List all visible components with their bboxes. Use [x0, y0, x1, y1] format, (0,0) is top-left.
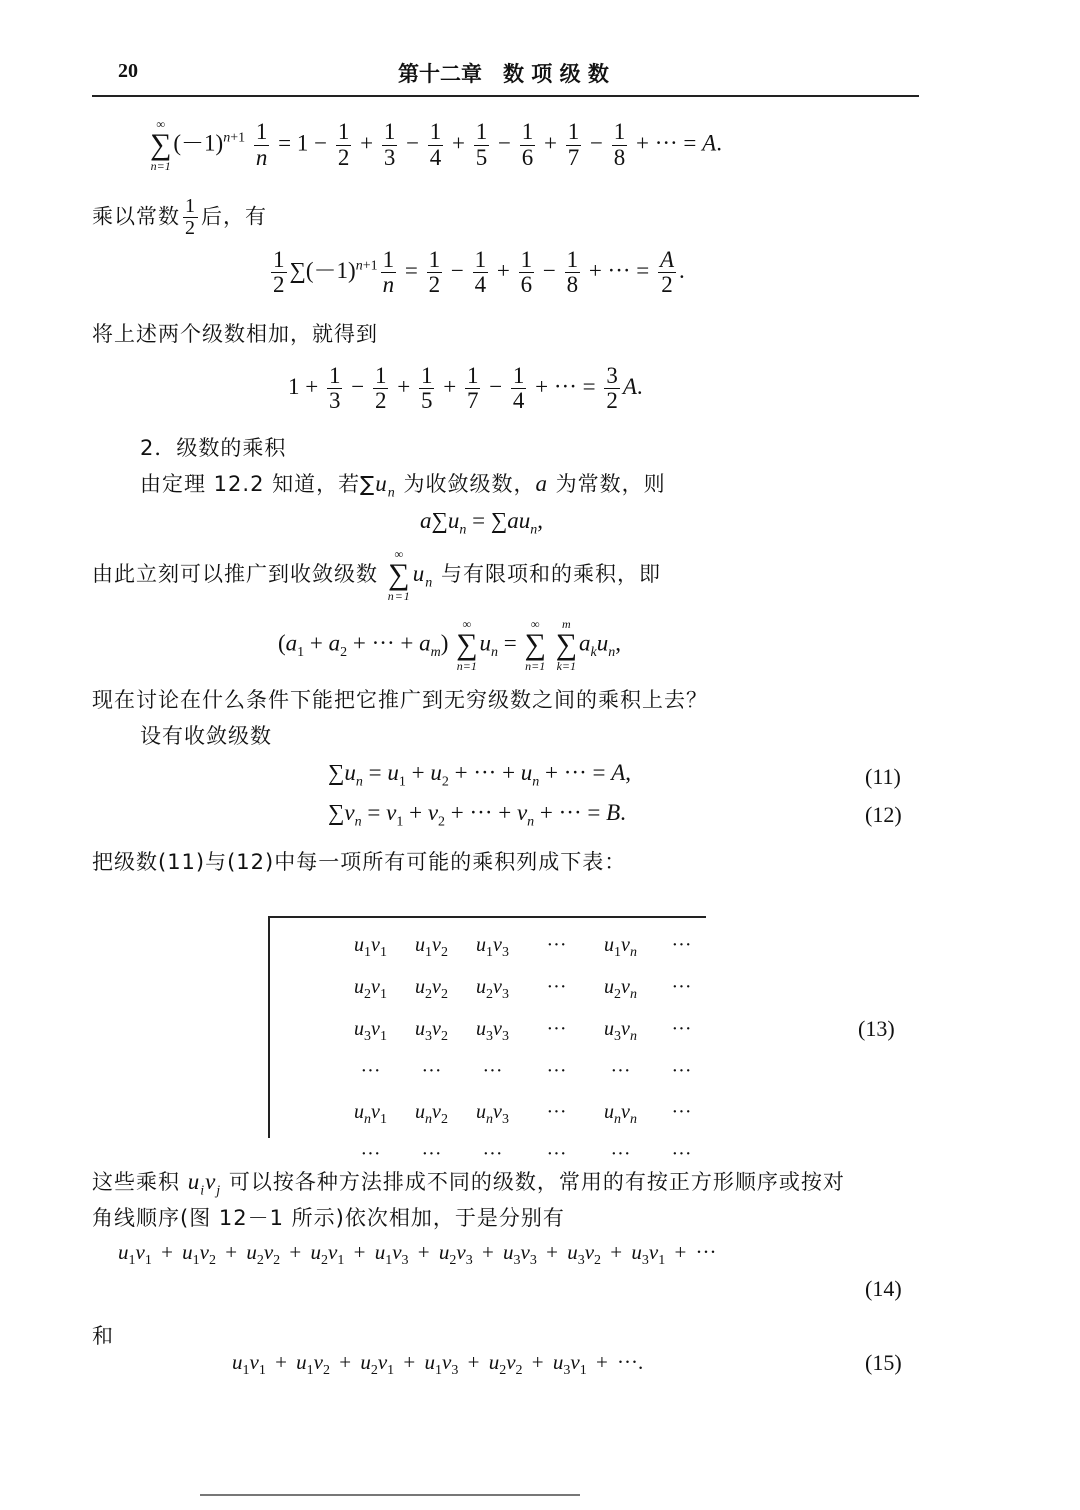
equation-series-u: $\sum u_n = u_1 + u_2$ + ··· + $u_n$ + ··· = A, [328, 760, 632, 790]
table-cell: $u_3v_n$ [604, 1018, 637, 1044]
table-cell: $u_nv_2$ [415, 1101, 448, 1127]
table-cell: ··· [610, 1060, 631, 1082]
table-left-rule [268, 916, 270, 1138]
table-row [340, 928, 712, 970]
paragraph-arrange-2: 角线顺序(图 12－1 所示)依次相加，于是分别有 [92, 1206, 565, 1230]
scan-artifact-line [200, 1494, 580, 1496]
table-cell: ··· [546, 1060, 567, 1082]
table-row [340, 970, 712, 1012]
table-cell: ··· [421, 1143, 442, 1165]
table-cell: $u_2v_n$ [604, 976, 637, 1002]
table-cell: $u_3v_1$ [354, 1018, 387, 1044]
paragraph-arrange-1: 这些乘积 $u_iv_j$ 可以按各种方法排成不同的级数，常用的有按正方形顺序或按对 [92, 1169, 845, 1199]
table-cell: $u_nv_n$ [604, 1101, 637, 1127]
table-cell: $u_3v_3$ [476, 1018, 509, 1044]
paragraph-theorem: 由定理 12.2 知道，若$\sum u_n$ 为收敛级数，a 为常数，则 [140, 471, 666, 501]
table-cell: $u_1v_3$ [476, 934, 509, 960]
table-cell: ··· [671, 976, 692, 998]
table-cell: ··· [546, 1101, 567, 1123]
table-cell: ··· [671, 1018, 692, 1040]
paragraph-table-intro: 把级数(11)与(12)中每一项所有可能的乘积列成下表： [92, 850, 627, 874]
table-cell: ··· [482, 1060, 503, 1082]
equation-number-11: (11) [865, 764, 901, 789]
table-cell: ··· [546, 1018, 567, 1040]
table-cell: $u_nv_3$ [476, 1101, 509, 1127]
equation-finite-product: ($a_1 + a_2$ + ··· + $a_m$) ∞ ∑ n=1 $u_n$ = ∞ ∑ n=1 m ∑ k=1 $a_ku_n$, [278, 617, 621, 673]
table-cell: ··· [671, 934, 692, 956]
table-cell: ··· [546, 976, 567, 998]
table-cell: $u_nv_1$ [354, 1101, 387, 1127]
equation-series-v: $\sum v_n = v_1 + v_2$ + ··· + $v_n$ + ··· = B. [328, 800, 626, 830]
table-cell: ··· [360, 1143, 381, 1165]
equation-number-13: (13) [858, 1016, 895, 1041]
table-cell: $u_3v_2$ [415, 1018, 448, 1044]
table-cell: ··· [671, 1101, 692, 1123]
equation-diagonal-order: $u_1v_1 + u_1v_2 + u_2v_1 + u_1v_3 + u_2v_2 + u_3v_1$ + ···. [232, 1350, 644, 1379]
table-row [340, 1095, 712, 1137]
equation-rearranged-series: 1 + $\frac{1}{3}$ − $\frac{1}{2}$ + $\frac{1}{5}$ + $\frac{1}{7}$ − $\frac{1}{4}$ + ··· = $\frac{3}{2}$ A. [288, 363, 643, 414]
equation-number-12: (12) [865, 802, 902, 827]
equation-scalar: $a\sum u_n = \sum au_n$, [420, 508, 544, 538]
paragraph-multiply-half: 乘以常数 $\frac{1}{2}$ 后，有 [92, 195, 267, 239]
table-cell: ··· [671, 1060, 692, 1082]
table-cell: ··· [610, 1143, 631, 1165]
table-cell: $u_1v_n$ [604, 934, 637, 960]
table-row [340, 1054, 712, 1089]
equation-number-14: (14) [865, 1276, 902, 1301]
product-table [340, 928, 712, 1172]
equation-number-15: (15) [865, 1350, 902, 1375]
table-cell: $u_2v_2$ [415, 976, 448, 1002]
table-top-rule [268, 916, 706, 918]
paragraph-question: 现在讨论在什么条件下能把它推广到无穷级数之间的乘积上去？ [92, 688, 708, 712]
table-cell: ··· [546, 934, 567, 956]
table-cell: ··· [671, 1143, 692, 1165]
table-row [340, 1012, 712, 1054]
equation-square-order: $u_1v_1 + u_1v_2 + u_2v_2 + u_2v_1 + u_1v_3 + u_2v_3 + u_3v_3 + u_3v_2 + u_3v_1$ + ··· [118, 1240, 717, 1269]
section-heading: 2．级数的乘积 [140, 436, 287, 460]
table-cell: $u_2v_1$ [354, 976, 387, 1002]
paragraph-add-series: 将上述两个级数相加，就得到 [92, 322, 378, 346]
paragraph-and: 和 [92, 1324, 114, 1348]
paragraph-suppose: 设有收敛级数 [140, 724, 272, 748]
equation-half-series: $\frac{1}{2}$ $\sum(-1)^{n+1}$ $\frac{1}{n}$ = $\frac{1}{2}$ − $\frac{1}{4}$ + $\frac{1}{6}$ − $\frac{1}{8}$ + ··· = $\frac{A}{2}$ . [273, 247, 685, 298]
table-cell: $u_2v_3$ [476, 976, 509, 1002]
table-cell: ··· [360, 1060, 381, 1082]
page-number: 20 [118, 60, 138, 82]
paragraph-generalize: 由此立刻可以推广到收敛级数 ∞ ∑ n=1 $u_n$ 与有限项和的乘积，即 [92, 547, 661, 603]
table-cell: ··· [421, 1060, 442, 1082]
header-rule [92, 95, 919, 97]
chapter-title: 第十二章 数 项 级 数 [398, 62, 609, 86]
table-cell: $u_1v_2$ [415, 934, 448, 960]
equation-alternating-series: ∞ ∑ n=1 $(-1)^{n+1}$ $\frac{1}{n}$ = 1 − $\frac{1}{2}$ + $\frac{1}{3}$ − $\frac{1}{4}$ + $\frac{1}{5}$ − $\frac{1}{6}$ + $\frac{1}{7}$ − $\frac{1}{8}$ + ··· = A. [150, 117, 722, 173]
table-cell: $u_1v_1$ [354, 934, 387, 960]
table-cell: ··· [546, 1143, 567, 1165]
table-cell: ··· [482, 1143, 503, 1165]
